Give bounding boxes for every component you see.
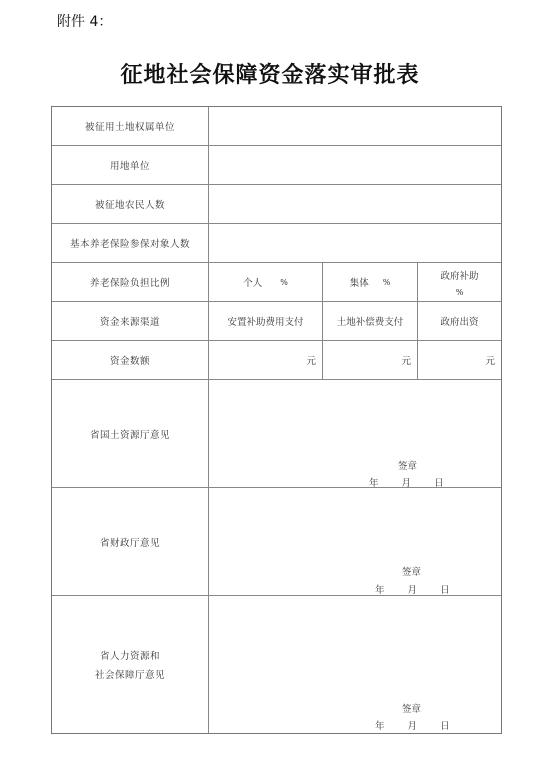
farmer-count-label: 被征地农民人数 — [52, 185, 209, 224]
government-percent-unit: % — [455, 287, 464, 297]
collective-ratio-cell[interactable] — [323, 263, 418, 302]
date-line — [369, 475, 444, 489]
land-resources-opinion-field[interactable] — [209, 380, 501, 488]
hr-opinion-label-line2: 社会保障厅意见 — [94, 670, 165, 681]
amount-field-1[interactable] — [209, 341, 323, 380]
fund-source-label: 资金来源渠道 — [52, 302, 209, 341]
seal-label: 签章 — [402, 704, 422, 715]
individual-ratio-cell[interactable] — [209, 263, 323, 302]
government-label: 政府补助 — [440, 270, 479, 282]
year-label: 年 — [375, 585, 385, 596]
land-compensation-payment-cell: 土地补偿费支付 — [323, 302, 418, 341]
approval-form-table — [51, 106, 502, 734]
collective-percent-unit: % — [382, 277, 391, 287]
date-line — [375, 718, 450, 732]
form-title: 征地社会保障资金落实审批表 — [120, 63, 420, 88]
finance-opinion-field[interactable] — [209, 488, 501, 596]
day-label: 日 — [440, 585, 450, 596]
land-user-unit-label: 用地单位 — [52, 146, 209, 185]
month-label: 月 — [407, 721, 418, 732]
land-owner-unit-label: 被征用土地权属单位 — [52, 107, 209, 146]
month-label: 月 — [401, 478, 412, 489]
yuan-unit-1: 元 — [306, 356, 316, 367]
seal-label: 签章 — [402, 567, 422, 578]
land-user-unit-field[interactable] — [209, 146, 501, 185]
year-label: 年 — [369, 478, 379, 489]
seal-label: 签章 — [398, 461, 418, 472]
finance-opinion-label: 省财政厅意见 — [52, 488, 209, 596]
individual-percent-unit: % — [280, 277, 288, 287]
land-owner-unit-field[interactable] — [209, 107, 501, 146]
hr-opinion-label-line1: 省人力资源和 — [99, 651, 160, 662]
burden-ratio-label: 养老保险负担比例 — [52, 263, 209, 302]
resettlement-payment-cell: 安置补助费用支付 — [209, 302, 323, 341]
day-label: 日 — [440, 721, 450, 732]
year-label: 年 — [375, 721, 385, 732]
farmer-count-field[interactable] — [209, 185, 501, 224]
month-label: 月 — [407, 585, 418, 596]
attachment-label: 附件 4： — [57, 14, 113, 30]
government-funding-cell: 政府出资 — [418, 302, 501, 341]
date-line — [375, 582, 450, 596]
yuan-unit-3: 元 — [485, 356, 495, 367]
day-label: 日 — [434, 478, 444, 489]
fund-amount-label: 资金数额 — [52, 341, 209, 380]
hr-social-security-opinion-field[interactable] — [209, 596, 501, 733]
amount-field-2[interactable] — [323, 341, 418, 380]
hr-social-security-opinion-label — [52, 596, 209, 733]
amount-field-3[interactable] — [418, 341, 501, 380]
land-resources-opinion-label: 省国土资源厅意见 — [52, 380, 209, 488]
insured-count-field[interactable] — [209, 224, 501, 263]
government-ratio-cell[interactable] — [418, 263, 501, 302]
insured-count-label: 基本养老保险参保对象人数 — [52, 224, 209, 263]
individual-label: 个人 — [243, 278, 263, 289]
collective-label: 集体 — [349, 278, 369, 289]
yuan-unit-2: 元 — [401, 356, 411, 367]
